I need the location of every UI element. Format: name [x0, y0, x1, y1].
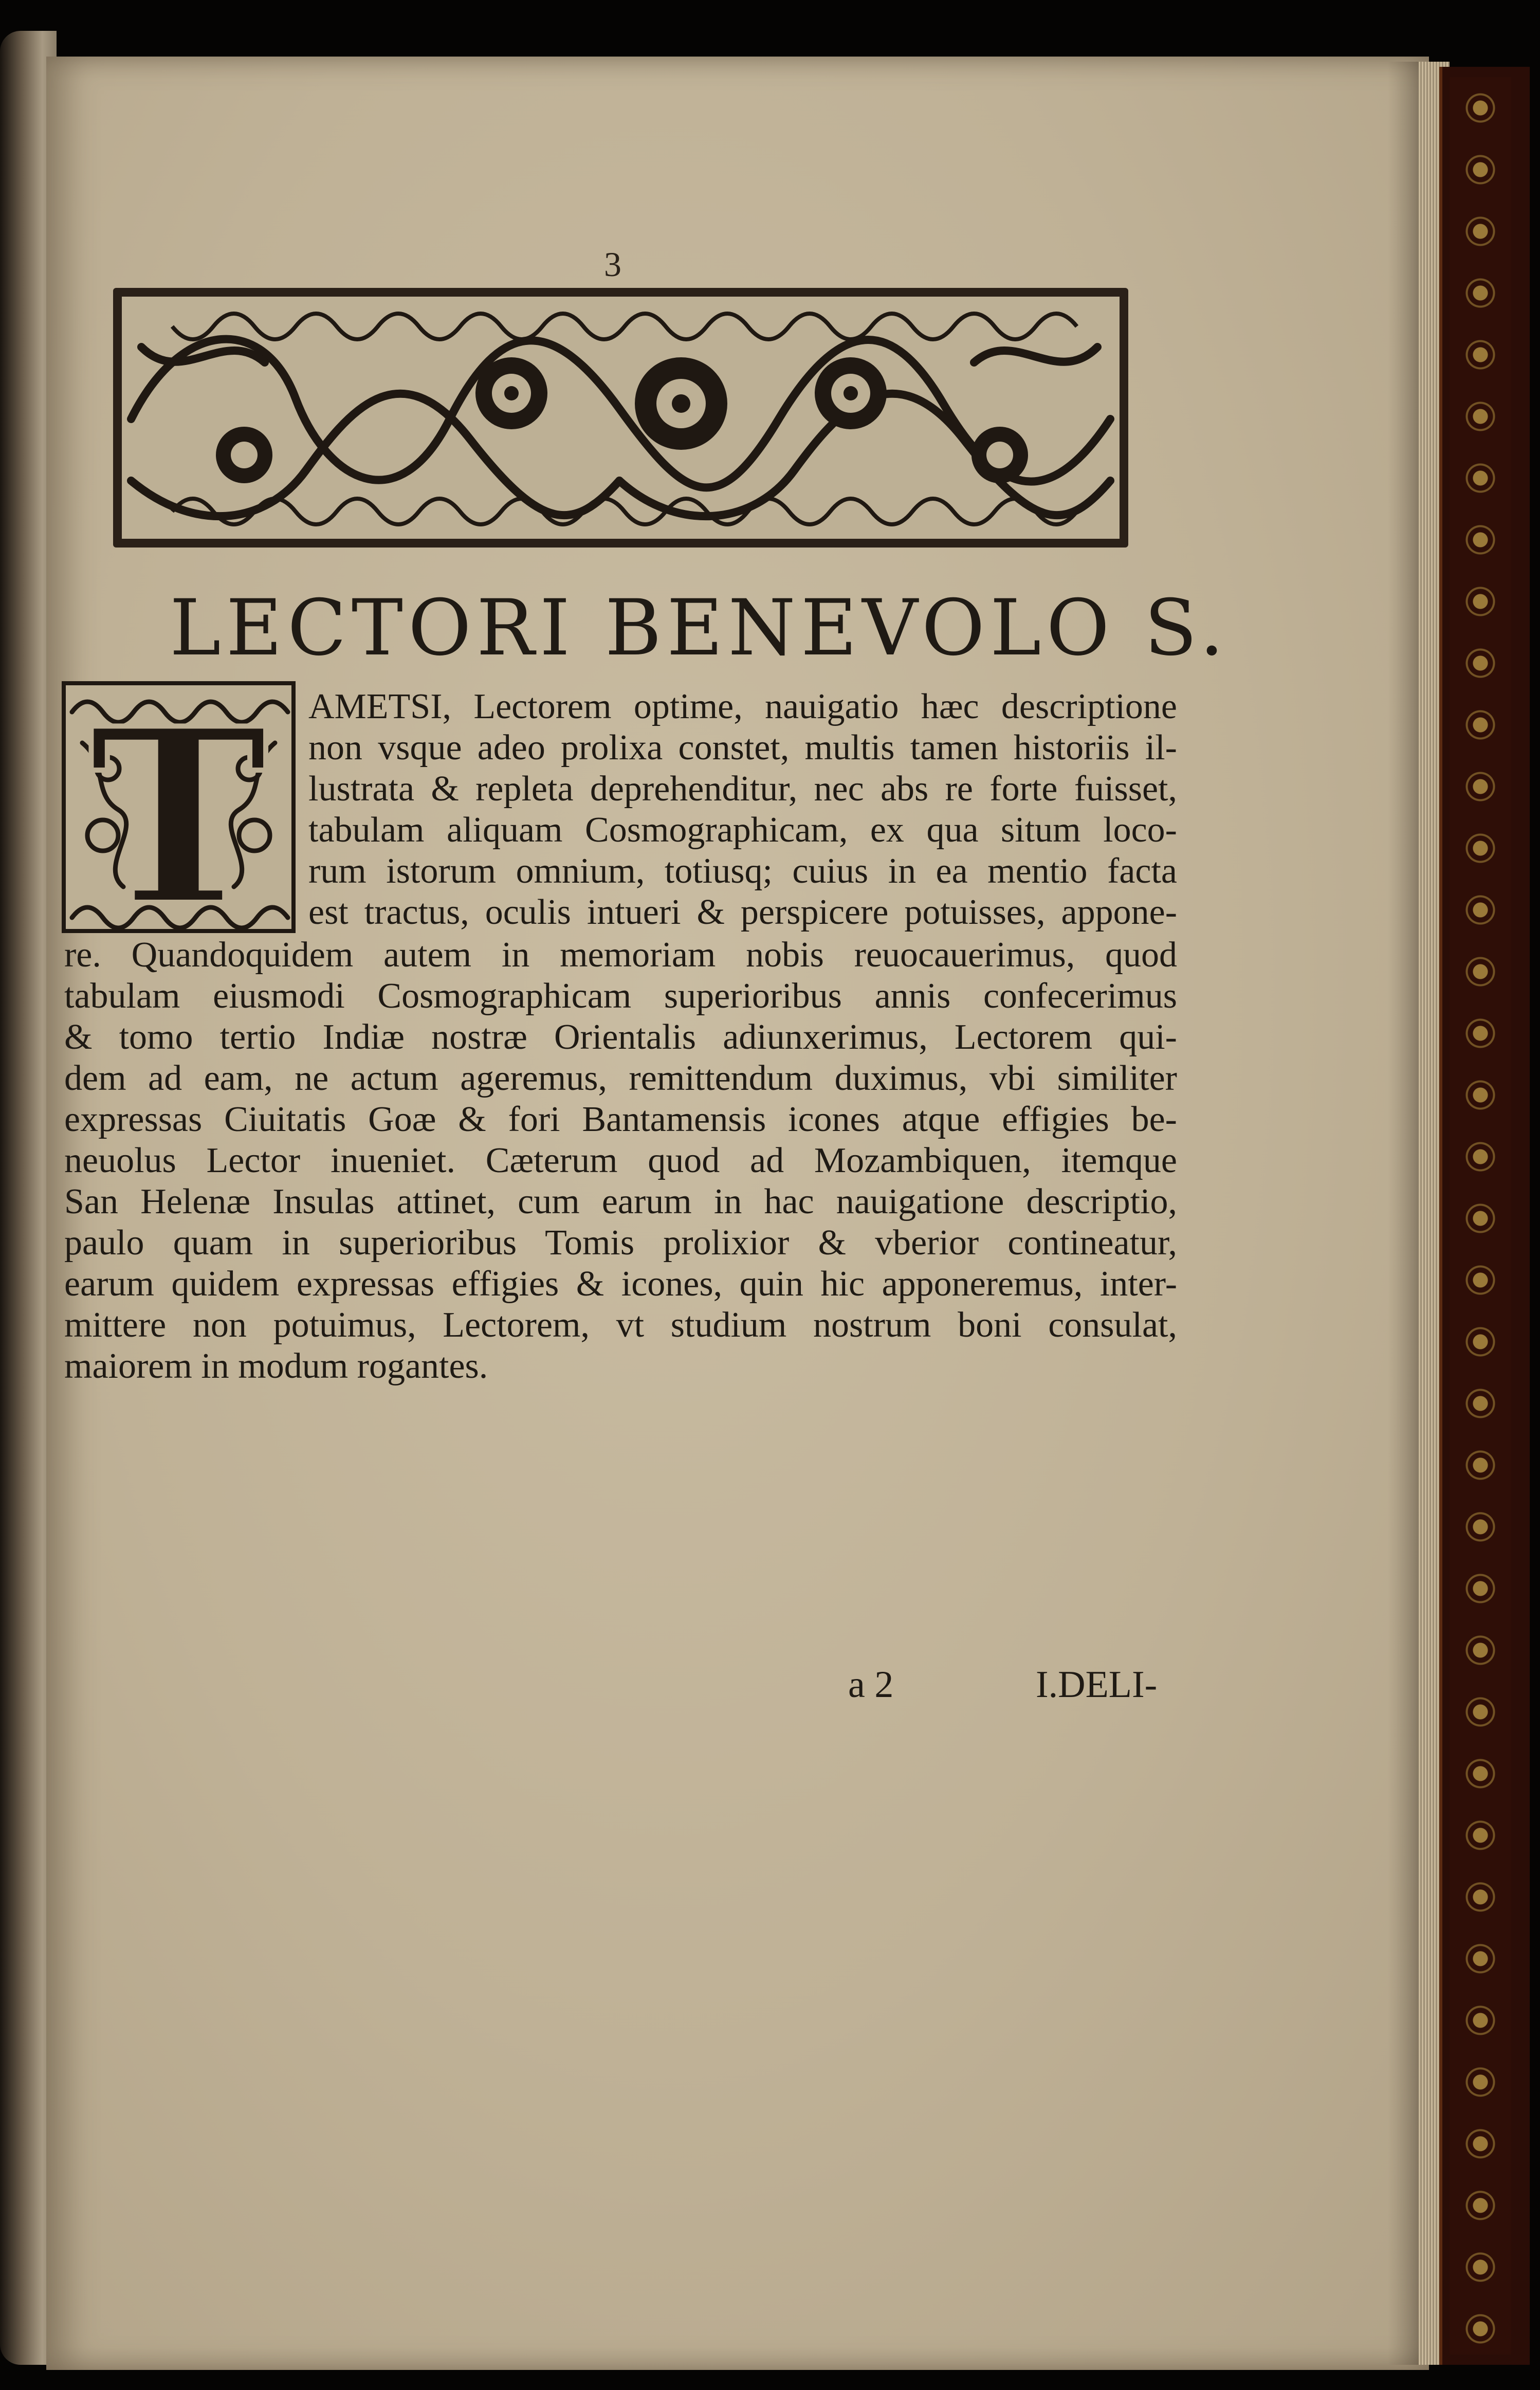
text-line: tabulam aliquam Cosmographicam, ex qua situm loco- [308, 810, 1177, 850]
text-line: neuolus Lector inueniet. Cæterum quod ad Mozambiquen, itemque [64, 1141, 1177, 1180]
text-line: paulo quam in superioribus Tomis prolixior & vberior contineatur, [64, 1223, 1177, 1263]
text-line-last: maiorem in modum rogantes. [64, 1346, 488, 1386]
text-line: dem ad eam, ne actum ageremus, remittendum duximus, vbi similiter [64, 1059, 1177, 1098]
initial-letter: T [88, 681, 268, 933]
text-line: non vsque adeo prolixa constet, multis tamen historiis il- [308, 728, 1177, 768]
text-line: re. Quandoquidem autem in memoriam nobis reuocauerimus, quod [64, 935, 1177, 975]
page-number: 3 [604, 245, 621, 284]
text-line: rum istorum omnium, totiusq; cuius in ea mentio facta [308, 851, 1177, 891]
text-line: lustrata & repleta deprehenditur, nec abs re forte fuisset, [308, 769, 1177, 809]
page-title: LECTORI BENEVOLO S. [170, 583, 1230, 673]
text-line: mittere non potuimus, Lectorem, vt studium nostrum boni consulat, [64, 1305, 1177, 1345]
spine-ornament-icon [1450, 77, 1511, 2355]
ornamental-headpiece-icon [111, 285, 1131, 550]
decorated-initial-icon [62, 681, 296, 933]
text-line: est tractus, oculis intueri & perspicere potuisses, appone- [308, 892, 1177, 932]
text-line: expressas Ciuitatis Goæ & fori Bantamensis icones atque effigies be- [64, 1100, 1177, 1139]
text-line: earum quidem expressas effigies & icones, quin hic apponeremus, inter- [64, 1264, 1177, 1304]
text-line: & tomo tertio Indiæ nostræ Orientalis adiunxerimus, Lectorem qui- [64, 1017, 1177, 1057]
catchword: I.DELI- [1036, 1664, 1158, 1706]
text-line: San Helenæ Insulas attinet, cum earum in hac nauigatione descriptio, [64, 1182, 1177, 1221]
signature-mark: a 2 [848, 1664, 894, 1706]
text-line: tabulam eiusmodi Cosmographicam superioribus annis confecerimus [64, 976, 1177, 1016]
text-line: AMETSI, Lectorem optime, nauigatio hæc descriptione [308, 687, 1177, 726]
